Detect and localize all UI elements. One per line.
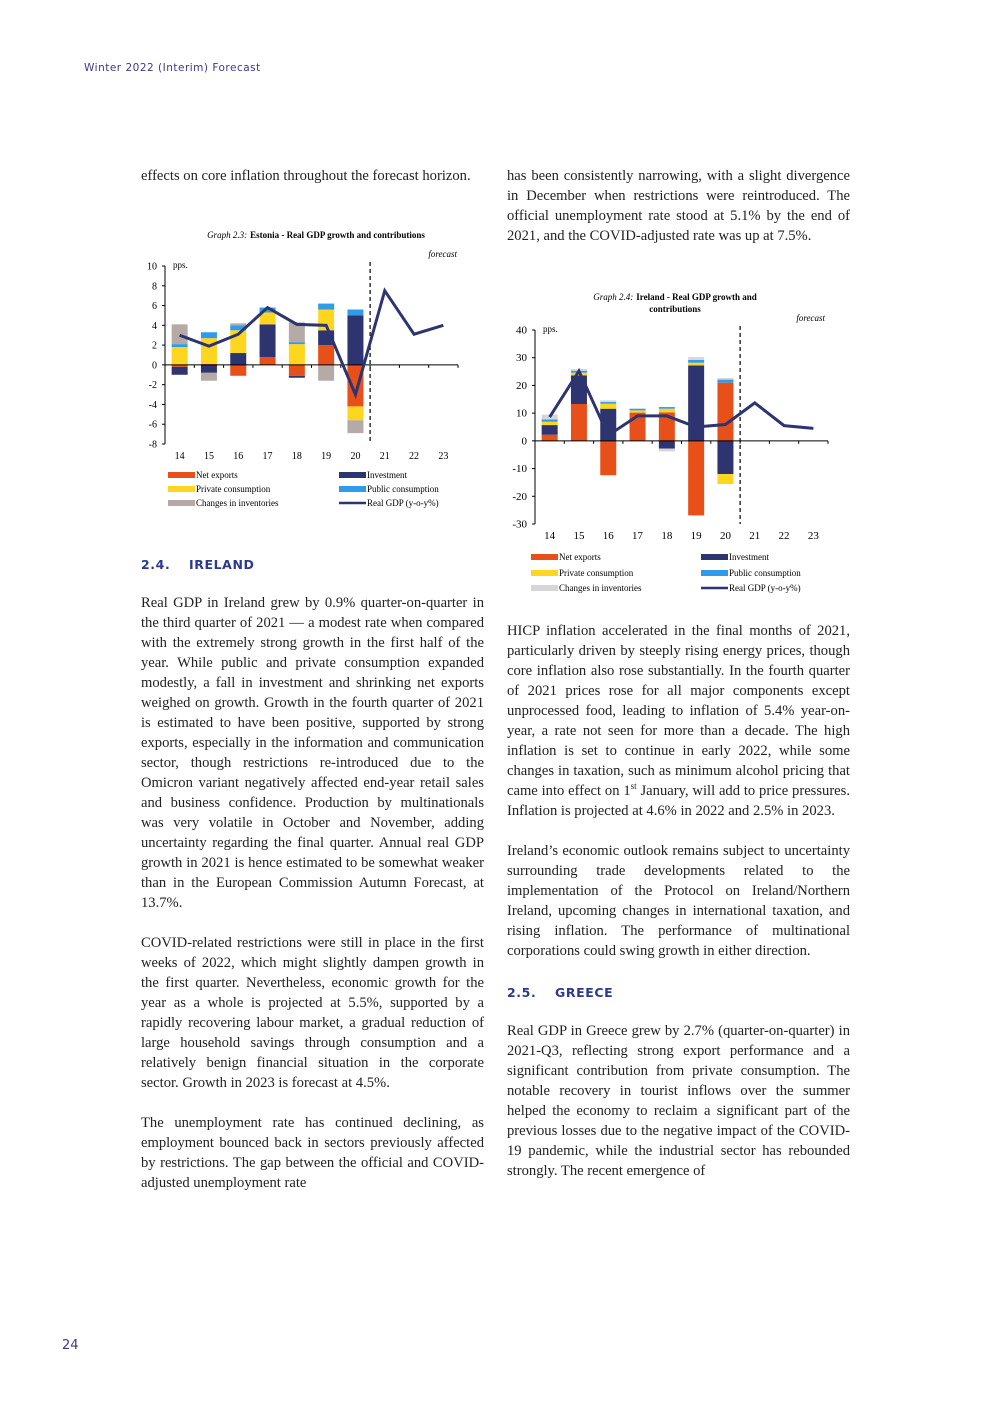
y-tick-label: -30 — [512, 518, 527, 531]
x-tick-label: 16 — [602, 530, 614, 542]
legend-swatch — [701, 570, 728, 576]
x-tick-label: 15 — [203, 451, 214, 462]
x-tick-label: 21 — [749, 530, 761, 542]
bar-segment-net-exports — [318, 345, 334, 365]
bar-segment-public-consumption — [659, 407, 675, 409]
intro-paragraph: effects on core inflation throughout the forecast horizon. — [141, 168, 471, 184]
bar-segment-changes-in-inventories — [600, 400, 616, 402]
legend-swatch — [531, 554, 558, 560]
y-tick-label: -10 — [512, 463, 527, 476]
y-tick-label: 0 — [521, 435, 527, 448]
legend-swatch — [168, 472, 195, 478]
bar-segment-public-consumption — [347, 310, 363, 316]
legend-label: Public consumption — [729, 568, 801, 578]
bar-segment-private-consumption — [172, 347, 188, 365]
bar-segment-private-consumption — [289, 344, 305, 365]
bar-segment-changes-in-inventories — [201, 373, 217, 381]
section-number: 2.5. — [507, 985, 537, 1000]
paragraph: Real GDP in Ireland grew by 0.9% quarter-on-quarter in the third quarter of 2021 — a modest rate when compared with the extremely strong growth in the first half of the year. While public and private consumption expanded modestly, a fall in investment and shrinking net exports weighed on growth. Growth in the fourth quarter of 2021 is estimated to have been positive, supported by strong exports, especially in the information and communication sector, though restrictions re-introduced due to the Omicron variant negatively affected end-year retail sales and business confidence. Production by multinationals was very volatile in October and November, adding uncertainty regarding the final quarter. Annual real GDP growth in 2021 is hence estimated to be somewhat weaker than in the European Commission Autumn Forecast, at 13.7%. — [141, 595, 484, 911]
legend-label: Investment — [729, 552, 769, 562]
bar-segment-public-consumption — [289, 342, 305, 344]
bar-segment-public-consumption — [542, 420, 558, 422]
bar-segment-investment — [347, 315, 363, 364]
bar-segment-changes-in-inventories — [347, 420, 363, 433]
legend-label: Net exports — [196, 470, 238, 480]
legend-swatch — [531, 585, 558, 591]
bar-segment-public-consumption — [318, 304, 334, 310]
bar-segment-private-consumption — [630, 410, 646, 412]
bar-segment-investment — [688, 365, 704, 440]
bar-segment-changes-in-inventories — [717, 378, 733, 380]
y-tick-label: -6 — [148, 419, 157, 431]
section-number: 2.4. — [141, 557, 171, 572]
x-tick-label: 16 — [233, 451, 244, 462]
right-column-top — [507, 166, 850, 266]
bar-segment-investment — [289, 376, 305, 378]
bar-segment-private-consumption — [347, 406, 363, 420]
legend-label: Changes in inventories — [559, 583, 642, 593]
bar-segment-private-consumption — [688, 363, 704, 366]
bar-segment-net-exports — [688, 441, 704, 516]
x-tick-label: 23 — [438, 451, 449, 462]
bar-segment-net-exports — [717, 383, 733, 441]
x-tick-label: 15 — [573, 530, 585, 542]
estonia-gdp-chart — [141, 226, 481, 518]
y-tick-label: 2 — [152, 340, 157, 352]
x-tick-label: 23 — [807, 530, 819, 542]
chart-title: Graph 2.3: Estonia - Real GDP growth and contributions — [207, 230, 425, 240]
y-tick-label: -20 — [512, 490, 527, 503]
bar-segment-changes-in-inventories — [172, 324, 188, 344]
bar-segment-net-exports — [230, 365, 246, 376]
bar-segment-public-consumption — [630, 409, 646, 411]
x-tick-label: 14 — [174, 451, 185, 462]
bar-segment-net-exports — [289, 365, 305, 376]
page-number: 24 — [62, 1338, 79, 1353]
legend-label: Private consumption — [196, 484, 271, 494]
x-tick-label: 21 — [379, 451, 390, 462]
forecast-label: forecast — [796, 313, 825, 323]
bar-segment-public-consumption — [717, 380, 733, 383]
ireland-gdp-chart — [505, 286, 850, 601]
x-tick-label: 22 — [778, 530, 790, 542]
running-header: Winter 2022 (Interim) Forecast — [84, 62, 261, 74]
y-tick-label: 10 — [516, 407, 527, 420]
x-tick-label: 14 — [544, 530, 556, 542]
legend-label: Investment — [367, 470, 407, 480]
bar-segment-net-exports — [542, 435, 558, 441]
x-tick-label: 20 — [350, 451, 361, 462]
bar-segment-public-consumption — [172, 344, 188, 347]
bar-segment-investment — [542, 425, 558, 435]
y-tick-label: 30 — [516, 352, 527, 365]
bar-segment-changes-in-inventories — [318, 365, 334, 381]
x-tick-label: 19 — [690, 530, 702, 542]
paragraph: HICP inflation accelerated in the final months of 2021, particularly driven by steeply rising energy prices, though core inflation also rose substantially. In the fourth quarter of 2021 prices rose for all major components except unprocessed food, leading to inflation of 5.4% year-on-year, a rate not seen for more than a decade. The high inflation is set to continue in early 2022, while some changes in taxation, such as minimum alcohol pricing that came into effect on 1st January, will add to price pressures. Inflation is projected at 4.6% in 2022 and 2.5% in 2023. — [507, 623, 850, 819]
x-tick-label: 22 — [409, 451, 420, 462]
ireland-section — [141, 555, 484, 1213]
section-title: IRELAND — [189, 557, 255, 572]
x-tick-label: 20 — [719, 530, 731, 542]
right-column-bottom — [507, 621, 850, 1201]
section-heading-ireland — [141, 555, 484, 575]
y-tick-label: 0 — [152, 360, 157, 372]
bar-segment-investment — [230, 353, 246, 365]
legend-swatch — [168, 500, 195, 506]
y-tick-label: 4 — [152, 320, 157, 332]
legend-label: Real GDP (y-o-y%) — [367, 498, 439, 508]
bar-segment-public-consumption — [600, 402, 616, 404]
bar-segment-private-consumption — [542, 422, 558, 425]
x-tick-label: 17 — [632, 530, 644, 542]
legend-label: Real GDP (y-o-y%) — [729, 583, 801, 593]
real-gdp-line — [550, 371, 814, 435]
legend-swatch — [701, 554, 728, 560]
bar-segment-investment — [260, 324, 276, 357]
bar-segment-investment — [201, 365, 217, 373]
paragraph: The unemployment rate has continued declining, as employment bounced back in sectors previously affected by restrictions. The gap between the official and COVID-adjusted unemployment rate — [141, 1115, 484, 1191]
bar-segment-net-exports — [571, 404, 587, 441]
y-unit-label: pps. — [173, 260, 188, 270]
y-tick-label: -4 — [148, 399, 157, 411]
legend-label: Changes in inventories — [196, 498, 279, 508]
bar-segment-private-consumption — [659, 409, 675, 413]
x-tick-label: 17 — [262, 451, 273, 462]
bar-segment-investment — [717, 441, 733, 474]
y-tick-label: 8 — [152, 281, 157, 293]
bar-segment-private-consumption — [201, 338, 217, 364]
bar-segment-private-consumption — [717, 474, 733, 484]
legend-swatch — [339, 486, 366, 492]
section-heading-greece — [507, 983, 850, 1003]
bar-segment-net-exports — [260, 357, 276, 365]
legend-label: Public consumption — [367, 484, 439, 494]
bar-segment-changes-in-inventories — [688, 357, 704, 360]
left-column — [141, 166, 484, 206]
chart-title-line2: contributions — [649, 304, 701, 314]
bar-segment-changes-in-inventories — [230, 323, 246, 325]
legend-swatch — [531, 570, 558, 576]
y-tick-label: -8 — [148, 439, 157, 451]
paragraph: has been consistently narrowing, with a slight divergence in December when restrictions were reintroduced. The official unemployment rate stood at 5.1% by the end of 2021, and the COVID-adjusted rate was up at 7.5%. — [507, 168, 850, 244]
x-tick-label: 19 — [321, 451, 332, 462]
bar-segment-investment — [659, 441, 675, 449]
legend-swatch — [168, 486, 195, 492]
y-unit-label: pps. — [543, 324, 558, 334]
x-tick-label: 18 — [661, 530, 673, 542]
bar-segment-net-exports — [600, 441, 616, 475]
section-title: GREECE — [555, 985, 614, 1000]
y-tick-label: 40 — [516, 324, 527, 337]
y-tick-label: -2 — [148, 380, 157, 392]
chart-title: Graph 2.4: Ireland - Real GDP growth and — [593, 292, 757, 302]
bar-segment-changes-in-inventories — [659, 449, 675, 452]
paragraph: Real GDP in Greece grew by 2.7% (quarter-on-quarter) in 2021-Q3, reflecting strong export performance and a significant contribution from private consumption. The notable recovery in tourist inflows over the summer helped the economy to reclaim a significant part of the previous losses due to the negative impact of the COVID-19 pandemic, while the industrial sector has rebounded strongly. The recent emergence of — [507, 1023, 850, 1179]
y-tick-label: 6 — [152, 301, 157, 313]
x-tick-label: 18 — [291, 451, 302, 462]
y-tick-label: 10 — [147, 261, 157, 273]
legend-swatch — [339, 472, 366, 478]
bar-segment-public-consumption — [201, 332, 217, 338]
y-tick-label: 20 — [516, 379, 527, 392]
paragraph: Ireland’s economic outlook remains subject to uncertainty surrounding trade developments related to the implementation of the Protocol on Ireland/Northern Ireland, upcoming changes in international taxation, and rising inflation. The performance of multinational corporations could swing growth in either direction. — [507, 843, 850, 959]
forecast-label: forecast — [428, 249, 457, 259]
real-gdp-line — [180, 291, 444, 395]
legend-label: Net exports — [559, 552, 601, 562]
bar-segment-public-consumption — [688, 360, 704, 363]
paragraph: COVID-related restrictions were still in place in the first weeks of 2022, which might slightly dampen growth in the first quarter. Nevertheless, economic growth for the year as a whole is projected at 5.5%, supported by a rapidly recovering labour market, a gradual reduction of large household savings through consumption and a relatively benign financial situation in the corporate sector. Growth in 2023 is forecast at 4.5%. — [141, 935, 484, 1091]
bar-segment-private-consumption — [600, 404, 616, 409]
legend-label: Private consumption — [559, 568, 634, 578]
bar-segment-investment — [172, 367, 188, 375]
